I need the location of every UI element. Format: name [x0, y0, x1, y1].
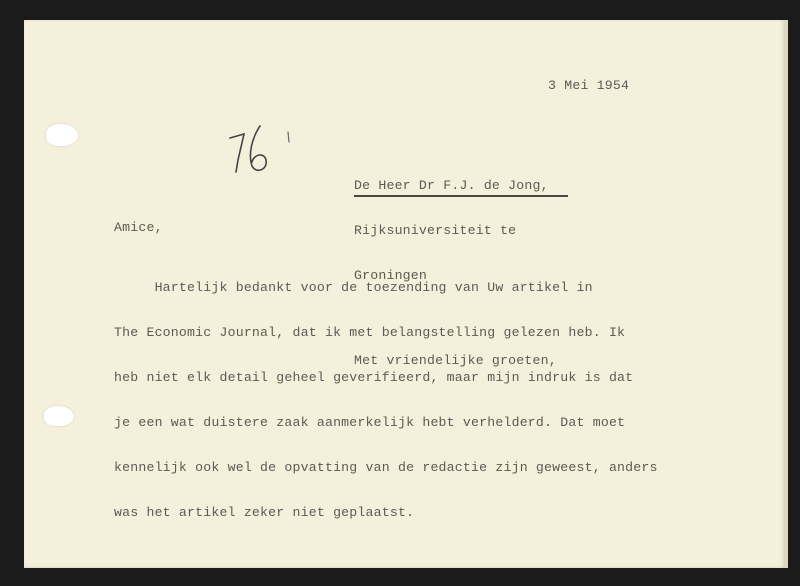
body-line: The Economic Journal, dat ik met belangstelling gelezen heb. Ik — [114, 325, 626, 340]
body-line: kennelijk ook wel de opvatting van de redactie zijn geweest, anders — [114, 460, 658, 475]
closing-line: Met vriendelijke groeten, — [354, 353, 557, 368]
body-line: Hartelijk bedankt voor de toezending van Uw artikel in — [114, 280, 593, 295]
handwritten-annotation — [216, 120, 296, 190]
salutation: Amice, — [114, 220, 163, 235]
letter-page — [24, 20, 788, 568]
body-line: was het artikel zeker niet geplaatst. — [114, 505, 415, 520]
address-underline — [354, 195, 568, 197]
punch-hole-bottom — [44, 406, 74, 426]
letter-body — [114, 250, 658, 550]
body-line: heb niet elk detail geheel geverifieerd, maar mijn indruk is dat — [114, 370, 634, 385]
punch-hole-top — [46, 124, 78, 146]
address-line: Rijksuniversiteit te — [354, 223, 517, 238]
address-line: Groningen — [354, 268, 428, 283]
body-line: je een wat duistere zaak aanmerkelijk hebt verhelderd. Dat moet — [114, 415, 626, 430]
address-line: De Heer Dr F.J. de Jong, — [354, 178, 549, 193]
letter-date: 3 Mei 1954 — [548, 78, 630, 93]
